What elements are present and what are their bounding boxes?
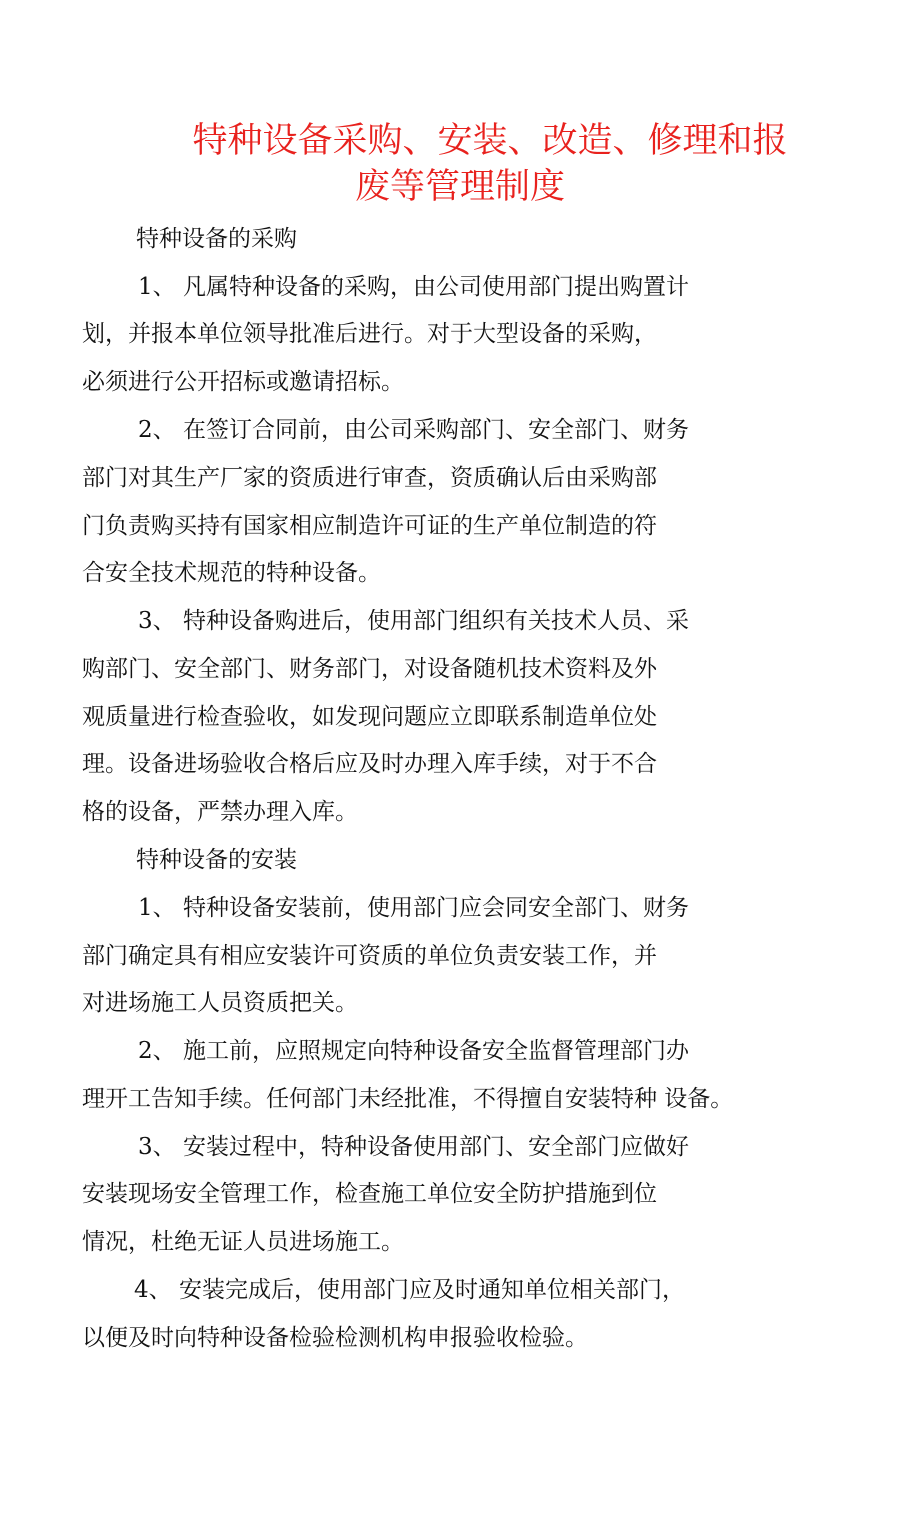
- paragraph-line: 1、 凡属特种设备的采购，由公司使用部门提出购置计: [138, 274, 689, 300]
- paragraph-line: 理开工告知手续。任何部门未经批准，不得擅自安装特种 设备。: [82, 1086, 734, 1112]
- paragraph-line: 划，并报本单位领导批准后进行。对于大型设备的采购，: [82, 321, 657, 347]
- paragraph-line: 门负责购买持有国家相应制造许可证的生产单位制造的符: [82, 513, 657, 539]
- section-heading-purchase: 特种设备的采购: [136, 226, 297, 252]
- paragraph-line: 2、 在签订合同前，由公司采购部门、安全部门、财务: [138, 417, 689, 443]
- paragraph-line: 2、 施工前，应照规定向特种设备安全监督管理部门办: [138, 1038, 689, 1064]
- section-heading-install: 特种设备的安装: [136, 847, 297, 873]
- paragraph-line: 部门对其生产厂家的资质进行审查，资质确认后由采购部: [82, 465, 657, 491]
- paragraph-line: 3、 安装过程中，特种设备使用部门、安全部门应做好: [138, 1134, 689, 1160]
- paragraph-line: 对进场施工人员资质把关。: [82, 990, 358, 1016]
- paragraph-line: 理。设备进场验收合格后应及时办理入库手续，对于不合: [82, 751, 657, 777]
- paragraph-line: 安装现场安全管理工作，检查施工单位安全防护措施到位: [82, 1181, 657, 1207]
- paragraph-line: 1、 特种设备安装前，使用部门应会同安全部门、财务: [138, 895, 689, 921]
- paragraph-line: 部门确定具有相应安装许可资质的单位负责安装工作，并: [82, 943, 657, 969]
- title-line-1: 特种设备采购、安装、改造、修理和报: [192, 121, 788, 161]
- paragraph-line: 购部门、安全部门、财务部门，对设备随机技术资料及外: [82, 656, 657, 682]
- paragraph-line: 格的设备，严禁办理入库。: [82, 799, 358, 825]
- title-line-2: 废等管理制度: [354, 167, 565, 207]
- paragraph-line: 4、 安装完成后，使用部门应及时通知单位相关部门，: [134, 1277, 685, 1303]
- paragraph-line: 观质量进行检查验收，如发现问题应立即联系制造单位处: [82, 704, 657, 730]
- paragraph-line: 情况，杜绝无证人员进场施工。: [82, 1229, 404, 1255]
- paragraph-line: 合安全技术规范的特种设备。: [82, 560, 381, 586]
- paragraph-line: 必须进行公开招标或邀请招标。: [82, 369, 404, 395]
- paragraph-line: 3、 特种设备购进后，使用部门组织有关技术人员、采: [138, 608, 689, 634]
- paragraph-line: 以便及时向特种设备检验检测机构申报验收检验。: [82, 1325, 588, 1351]
- document-title: [0, 118, 920, 210]
